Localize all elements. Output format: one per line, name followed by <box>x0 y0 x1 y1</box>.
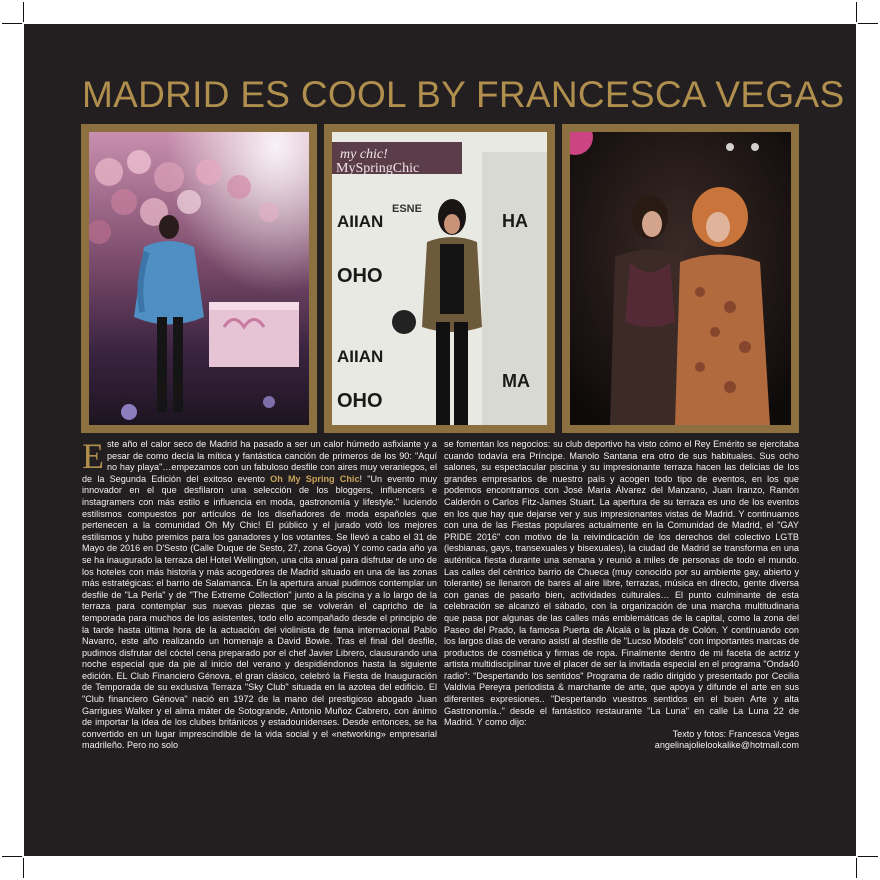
credits <box>444 729 799 752</box>
svg-text:MA: MA <box>502 371 530 391</box>
svg-text:my chic!: my chic! <box>340 147 388 162</box>
svg-text:AIIAN: AIIAN <box>337 347 384 366</box>
photo-credit: Texto y fotos: Francesca Vegas <box>672 728 799 739</box>
crop-mark <box>858 23 878 24</box>
crop-mark <box>23 2 24 22</box>
photo-frame-2 <box>324 124 555 433</box>
crop-mark <box>856 858 857 878</box>
author-email[interactable]: angelinajolielookalike@hotmail.com <box>654 740 799 751</box>
crop-mark <box>858 856 878 857</box>
svg-text:HA: HA <box>502 211 528 231</box>
headline: MADRID ES COOL BY FRANCESCA VEGAS <box>82 74 845 115</box>
article-text: ! "Un evento muy innovador en el que desfilaron una selección de los bloggers, influencers e instagramers con más estilo e influencia en moda, gastronomía y lifestyle." luciendo estilismos compuestos por artículos de los diseñadores de moda españoles que pertenecen a la comunidad Oh My Chic! El público y el jurado votó los mejores estilismos y hubo premios para los ganadores y los votantes. Se llevó a cabo el 31 de Mayo de 2016 en D'Sesto (Calle Duque de Sesto, 27, zona Goya) Y como cada año ya se ha inaugurado la terraza del Hotel Wellington, una cita anual para disfrutar de uno de los hoteles con más historia y más acogedores de Madrid situado en una de las zonas más estratégicas: el barrio de Salamanca. En la apertura anual pudimos contemplar un desfile de "La Perla" y de "The Extreme Collection" junto a la piscina y a lo largo de la terraza para contemplar sus nuevas piezas que se volverán el capricho de la temporada para muchos de los asistentes, todo ello acompañado desde el principio de la tarde hasta última hora de la actuación del violinista de fama internacional Pablo Navarro, este año realizando un homenaje a David Bowie. Tras el final del desfile, pudimos disfrutar del cóctel cena preparado por el chef Javier Librero, clausurando una noche especial que da pie al inicio del verano y despidiéndonos hasta la siguiente edición. EL Club Financiero Génova, el gran clásico, celebró la Fiesta de Inauguración de Temporada de su exclusiva Terraza "Sky Club" situada en la azotea del edificio. El "Club financiero Génova" nació en 1972 de la mano del prestigioso abogado Juan Garrigues Walker y el alma máter de Sotogrande, Antonio Muñoz Cabrero, con ánimo de importar la idea de los clubes británicos y estadounidenses. Desde entonces, se ha convertido en un lugar imprescindible de la vida social y el «networking» empresarial madrileño. Pero no solo <box>82 473 437 751</box>
crop-mark <box>2 23 22 24</box>
drop-cap: E <box>82 436 104 476</box>
article-intro: ste año el calor seco de Madrid ha pasado a ser un calor húmedo asfixiante y a pesar de como decía la mítica y fantástica canción de primeros de los 90: "Aquí no hay playa"…empezamos con un fabuloso desfile con aires muy veraniegos, el de la Segunda Edición del exitoso evento <box>82 439 437 484</box>
svg-text:OHO: OHO <box>337 390 383 412</box>
svg-text:MySpringChic: MySpringChic <box>336 161 420 176</box>
article-column-2 <box>444 439 799 752</box>
photo-frame-1 <box>81 124 317 433</box>
svg-text:ESNE: ESNE <box>392 203 422 215</box>
article-paragraph-1 <box>82 436 437 752</box>
article-column-1 <box>82 436 437 752</box>
crop-mark <box>856 2 857 22</box>
photo-fur-coat <box>89 132 309 425</box>
photo-frame-3 <box>562 124 799 433</box>
svg-text:AIIAN: AIIAN <box>337 212 384 231</box>
photo-two-women <box>570 132 791 425</box>
crop-mark <box>23 858 24 878</box>
magazine-page <box>24 24 856 856</box>
article-paragraph-2: se fomentan los negocios: su club deportivo ha visto cómo el Rey Emérito se ejercitaba cuando todavía era Príncipe. Manolo Santana era otro de sus habituales. Sus ocho salones, su espectacular piscina y su impresionante terraza hacen las delicias de los grandes empresarios de nuestro país y acogen todo tipo de eventos, en los que podemos encontrarnos con José María Álvarez del Manzano, Juan Iranzo, Ramón Calderón o Carlos Fitz-James Stuart. La apertura de su terraza es uno de los eventos en los que hay que dejarse ver y sus impresionantes vistas de Madrid. Y continuamos con una de las Fiestas populares actualmente en la Comunidad de Madrid, el "GAY PRIDE 2016" con motivo de la reivindicación de los derechos del colectivo LGTB (lesbianas, gays, transexuales y bisexuales), la ciudad de Madrid se transforma en una auténtica fiesta durante una semana y reunió a miles de personas de todo el mundo. Las calles del céntrico barrio de Chueca (muy conocido por su ambiente gay, abierto y tolerante) se llenaron de bares al aire libre, terrazas, música en directo, gente diversa con ganas de pasarlo bien, actividades culturales… El punto culminante de esta celebración se alcanzó el sábado, con la organización de una marcha multitudinaria que pasa por algunas de las calles más emblemáticas de la capital, como la zona del Paseo del Prado, la famosa Puerta de Alcalá o la plaza de Colón. Y continuando con los largos días de verano asistí al desfile de "Lucso Models" con importantes marcas de productos de cosmética y firmas de ropa. Finalmente dentro de mi faceta de actriz y artista multidisciplinar tuve el placer de ser la invitada especial en el programa "Onda40 radio": "Despertando los sentidos" Programa de radio dirigido y presentado por Cecilia Valdivia Pereyra periodista & marchante de arte, que apoya y difunde el arte en sus diferentes expresiones.. "Despertando vuestros sentidos en el buen Arte y alta Gastronomía.." desde el fantástico restaurante "La Luna" en calle La Luna 22 de Madrid. Y como dijo: <box>444 439 799 728</box>
svg-text:OHO: OHO <box>337 265 383 287</box>
event-highlight: Oh My Spring Chic <box>270 473 360 484</box>
crop-mark <box>2 856 22 857</box>
photo-photocall <box>332 132 547 425</box>
